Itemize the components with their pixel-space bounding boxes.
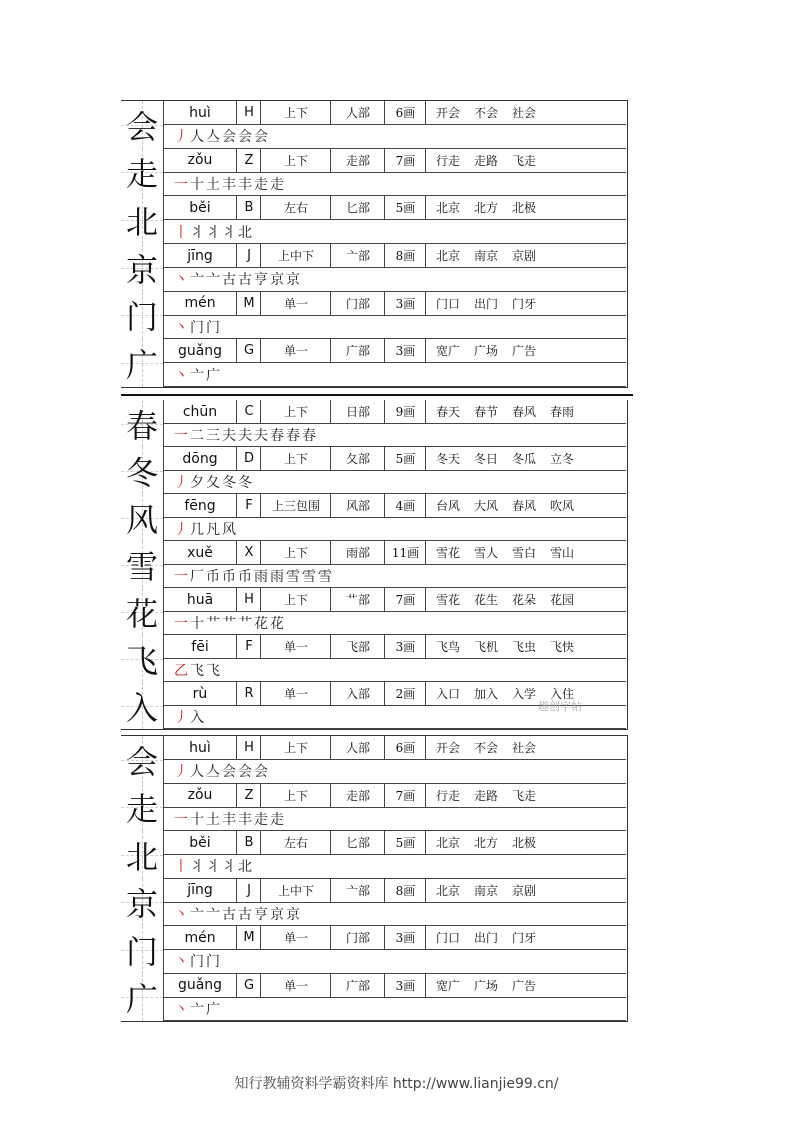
radical: 风部: [330, 494, 385, 517]
structure: 上三包围: [260, 494, 331, 517]
word: 入住: [550, 687, 575, 701]
word: 雪人: [474, 546, 499, 560]
character-info-row: [163, 831, 626, 855]
stroke-order-row: [163, 903, 626, 927]
structure: 左右: [260, 831, 331, 854]
word-list: [425, 736, 626, 759]
radical: 门部: [330, 926, 385, 949]
word: 加入: [474, 687, 499, 701]
word: 台风: [436, 499, 461, 513]
stroke-sequence: 亠广: [190, 1001, 222, 1018]
word-list: [425, 339, 626, 362]
word: 大风: [474, 499, 499, 513]
stroke-count: 5画: [384, 196, 426, 219]
stroke-count: 5画: [384, 447, 426, 470]
radical: 匕部: [330, 831, 385, 854]
initial-letter: B: [236, 196, 261, 219]
word: 吹风: [550, 499, 575, 513]
stroke-count: 3画: [384, 926, 426, 949]
initial-letter: X: [236, 541, 261, 564]
stroke-order-row: [163, 363, 626, 387]
hanzi-character: 广: [125, 346, 158, 385]
structure: 上下: [260, 447, 331, 470]
initial-letter: J: [236, 879, 261, 902]
first-stroke: 一: [174, 176, 190, 193]
stroke-order-row: [163, 125, 626, 149]
pinyin: běi: [189, 834, 211, 851]
stroke-count: 6画: [384, 101, 426, 124]
initial-letter: D: [236, 447, 261, 470]
stroke-order-row: [163, 950, 626, 974]
initial-letter: G: [236, 974, 261, 997]
stroke-count: 11画: [384, 541, 426, 564]
character-entry: [121, 400, 626, 447]
hanzi-character: 雪: [125, 547, 158, 586]
pinyin: guǎng: [177, 342, 223, 359]
word: 广场: [474, 344, 499, 359]
hanzi-character: 京: [125, 250, 158, 289]
hanzi-character: 会: [125, 742, 158, 781]
word-list: [425, 541, 626, 564]
character-info-row: [163, 339, 626, 363]
word: 北方: [474, 836, 499, 850]
character-entry: [121, 196, 626, 244]
word: 花园: [550, 593, 575, 607]
structure: 上下: [260, 736, 331, 759]
stroke-count: 3画: [384, 635, 426, 658]
pinyin: huì: [189, 739, 211, 756]
character-info-row: [163, 196, 626, 220]
character-info-row: [163, 494, 626, 518]
structure: 上下: [260, 784, 331, 807]
character-table-3: [121, 735, 628, 1022]
initial-letter: G: [236, 339, 261, 362]
word: 雪花: [436, 593, 461, 607]
character-info-row: [163, 541, 626, 565]
word: 飞虫: [512, 640, 537, 654]
first-stroke: 丶: [174, 954, 190, 971]
word: 南京: [474, 883, 499, 898]
pinyin: huā: [186, 591, 214, 608]
word: 飞机: [474, 640, 499, 654]
stroke-count: 7画: [384, 588, 426, 611]
initial-letter: R: [236, 682, 261, 705]
word-list: [425, 784, 626, 807]
character-info-row: [163, 588, 626, 612]
pinyin: fēng: [184, 497, 216, 514]
stroke-count: 3画: [384, 292, 426, 315]
structure: 上下: [260, 588, 331, 611]
initial-letter: F: [236, 635, 261, 658]
structure: 上中下: [260, 879, 331, 902]
character-info-row: [163, 101, 626, 125]
hanzi-character: 花: [125, 594, 158, 633]
word: 春天: [436, 405, 461, 419]
pinyin: fēi: [191, 638, 209, 655]
hanzi-character: 北: [125, 203, 158, 242]
word: 飞走: [512, 788, 537, 803]
structure: 上中下: [260, 244, 331, 267]
word-list: [425, 196, 626, 219]
initial-letter: H: [236, 588, 261, 611]
stroke-sequence: 夕夂冬冬: [190, 475, 254, 491]
hanzi-character: 北: [125, 837, 158, 876]
character-entry: [121, 635, 626, 682]
radical: 走部: [330, 784, 385, 807]
character-entry: [121, 879, 626, 927]
word-list: [425, 101, 626, 124]
first-stroke: 丶: [174, 906, 190, 923]
word: 不会: [474, 106, 499, 120]
structure: 单一: [260, 292, 331, 315]
word: 出门: [474, 931, 499, 945]
stroke-order-row: [163, 855, 626, 879]
word: 入学: [512, 687, 537, 701]
stroke-count: 9画: [384, 400, 426, 423]
first-stroke: 一: [174, 569, 190, 585]
word: 北京: [436, 201, 461, 216]
character-info-row: [163, 149, 626, 173]
word: 走路: [474, 153, 499, 168]
hanzi-character: 京: [125, 885, 158, 924]
word: 北京: [436, 249, 461, 263]
stroke-count: 3画: [384, 339, 426, 362]
character-info-row: [163, 400, 626, 424]
structure: 单一: [260, 926, 331, 949]
stroke-order-row: [163, 220, 626, 244]
word: 开会: [436, 741, 461, 755]
word: 社会: [512, 106, 537, 120]
initial-letter: J: [236, 244, 261, 267]
word-list: [425, 447, 626, 470]
word: 花朵: [512, 593, 537, 607]
word: 门口: [436, 296, 461, 311]
word-list: [425, 831, 626, 854]
pinyin: chūn: [182, 403, 218, 420]
first-stroke: 丶: [174, 319, 190, 336]
character-entry: [121, 974, 626, 1022]
word: 北极: [512, 836, 537, 850]
initial-letter: Z: [236, 784, 261, 807]
structure: 单一: [260, 974, 331, 997]
character-entry: [121, 244, 626, 292]
word: 北京: [436, 883, 461, 898]
stroke-count: 4画: [384, 494, 426, 517]
character-entry: [121, 292, 626, 340]
structure: 单一: [260, 339, 331, 362]
character-entry: [121, 339, 626, 387]
pinyin: xuě: [187, 544, 213, 561]
word: 门牙: [512, 296, 537, 311]
character-info-row: [163, 974, 626, 998]
structure: 上下: [260, 541, 331, 564]
structure: 上下: [260, 400, 331, 423]
character-entry: [121, 541, 626, 588]
stroke-sequence: 亠亠古古亨京京: [190, 906, 302, 923]
character-entry: [121, 494, 626, 541]
character-info-row: [163, 784, 626, 808]
character-entry: [121, 784, 626, 832]
initial-letter: B: [236, 831, 261, 854]
first-stroke: 丿: [174, 710, 190, 726]
radical: 门部: [330, 292, 385, 315]
radical: 广部: [330, 339, 385, 362]
character-entry: [121, 736, 626, 784]
word-list: [425, 879, 626, 902]
structure: 左右: [260, 196, 331, 219]
radical: 亠部: [330, 879, 385, 902]
stroke-count: 3画: [384, 974, 426, 997]
radical: 入部: [330, 682, 385, 705]
pinyin: dōng: [182, 450, 218, 467]
hanzi-character: 冬: [125, 453, 158, 492]
stroke-count: 7画: [384, 149, 426, 172]
stroke-order-row: [163, 424, 626, 447]
stroke-sequence: 门门: [190, 954, 222, 971]
character-info-row: [163, 635, 626, 659]
word: 出门: [474, 296, 499, 311]
stroke-count: 5画: [384, 831, 426, 854]
stroke-sequence: 入: [190, 710, 206, 726]
radical: 日部: [330, 400, 385, 423]
word: 京剧: [512, 249, 537, 263]
character-entry: [121, 926, 626, 974]
word: 北京: [436, 836, 461, 850]
stroke-order-row: [163, 268, 626, 292]
word-list: [425, 400, 626, 423]
radical: 广部: [330, 974, 385, 997]
word: 走路: [474, 788, 499, 803]
word: 广场: [474, 978, 499, 993]
hanzi-character: 走: [125, 155, 158, 194]
character-info-row: [163, 926, 626, 950]
word-list: [425, 682, 626, 705]
stroke-order-row: [163, 173, 626, 197]
hanzi-character: 走: [125, 790, 158, 829]
first-stroke: 一: [174, 428, 190, 444]
word: 广告: [512, 978, 537, 993]
word: 北方: [474, 201, 499, 216]
word: 冬天: [436, 452, 461, 466]
stroke-sequence: 几凡风: [190, 522, 238, 538]
pinyin: rù: [192, 685, 208, 702]
word: 不会: [474, 741, 499, 755]
stroke-count: 6画: [384, 736, 426, 759]
stroke-order-row: [163, 316, 626, 340]
word: 宽广: [436, 978, 461, 993]
character-entry: [121, 831, 626, 879]
word: 雪山: [550, 546, 575, 560]
pinyin: guǎng: [177, 977, 223, 993]
initial-letter: H: [236, 736, 261, 759]
word: 京剧: [512, 883, 537, 898]
first-stroke: 丶: [174, 367, 190, 384]
word: 门牙: [512, 931, 537, 945]
first-stroke: 丿: [174, 475, 190, 491]
word: 广告: [512, 344, 537, 359]
character-info-row: [163, 292, 626, 316]
character-info-row: [163, 879, 626, 903]
hanzi-character: 风: [125, 500, 158, 539]
pinyin: zǒu: [187, 787, 213, 803]
pinyin: jīng: [187, 882, 213, 898]
radical: 夂部: [330, 447, 385, 470]
structure: 上下: [260, 149, 331, 172]
stroke-count: 8画: [384, 879, 426, 902]
character-entry: [121, 447, 626, 494]
first-stroke: 乙: [174, 663, 190, 679]
first-stroke: 丨: [174, 859, 190, 876]
stroke-count: 8画: [384, 244, 426, 267]
word: 雪花: [436, 546, 461, 560]
character-entry: [121, 101, 626, 149]
word: 宽广: [436, 344, 461, 359]
first-stroke: 丿: [174, 764, 190, 781]
stroke-sequence: 厂币币币雨雨雪雪雪: [190, 569, 334, 585]
pinyin: huì: [189, 104, 211, 121]
character-info-row: [163, 244, 626, 268]
radical: 匕部: [330, 196, 385, 219]
word: 飞快: [550, 640, 575, 654]
stroke-sequence: 丬丬丬北: [190, 224, 254, 241]
hanzi-character: 春: [125, 406, 158, 445]
character-info-row: [163, 736, 626, 760]
stroke-order-row: [163, 808, 626, 832]
first-stroke: 丿: [174, 522, 190, 538]
character-entry: [121, 588, 626, 635]
first-stroke: 一: [174, 811, 190, 828]
word-list: [425, 149, 626, 172]
radical: 飞部: [330, 635, 385, 658]
stroke-sequence: 十土丰丰走走: [190, 176, 286, 193]
stroke-order-row: [163, 998, 626, 1022]
pinyin: běi: [189, 199, 211, 216]
hanzi-character: 会: [125, 107, 158, 146]
stroke-sequence: 十土丰丰走走: [190, 811, 286, 828]
character-entry: [121, 149, 626, 197]
word: 社会: [512, 741, 537, 755]
pinyin: jīng: [187, 247, 213, 264]
radical: 雨部: [330, 541, 385, 564]
first-stroke: 丶: [174, 1001, 190, 1018]
word: 春节: [474, 405, 499, 419]
word-list: [425, 974, 626, 997]
initial-letter: Z: [236, 149, 261, 172]
word-list: [425, 494, 626, 517]
character-table-2: [121, 400, 628, 730]
word-list: [425, 926, 626, 949]
word: 春雨: [550, 405, 575, 419]
word-list: [425, 635, 626, 658]
first-stroke: 丿: [174, 129, 190, 146]
stroke-sequence: 丬丬丬北: [190, 859, 254, 876]
watermark-text: 趣创字帖: [538, 700, 582, 713]
word-list: [425, 292, 626, 315]
stroke-order-row: [163, 518, 626, 541]
word: 开会: [436, 106, 461, 120]
stroke-order-row: [163, 612, 626, 635]
structure: 单一: [260, 682, 331, 705]
first-stroke: 丨: [174, 224, 190, 241]
hanzi-character: 飞: [125, 641, 158, 680]
initial-letter: H: [236, 101, 261, 124]
structure: 单一: [260, 635, 331, 658]
structure: 上下: [260, 101, 331, 124]
word: 行走: [436, 788, 461, 803]
hanzi-character: 门: [125, 932, 158, 971]
word: 南京: [474, 249, 499, 263]
stroke-sequence: 十艹艹艹花花: [190, 616, 286, 632]
radical: 人部: [330, 736, 385, 759]
radical: 艹部: [330, 588, 385, 611]
stroke-sequence: 门门: [190, 319, 222, 336]
word: 雪白: [512, 546, 537, 560]
stroke-sequence: 人亼会会会: [190, 129, 270, 146]
stroke-order-row: [163, 471, 626, 494]
radical: 亠部: [330, 244, 385, 267]
word-list: [425, 244, 626, 267]
stroke-sequence: 亠亠古古亨京京: [190, 272, 302, 289]
hanzi-character: 入: [125, 688, 158, 727]
word: 北极: [512, 201, 537, 216]
radical: 走部: [330, 149, 385, 172]
word: 冬日: [474, 452, 499, 466]
first-stroke: 丶: [174, 272, 190, 289]
initial-letter: F: [236, 494, 261, 517]
stroke-sequence: 二三夫夫夫春春春: [190, 428, 318, 444]
stroke-sequence: 飞飞: [190, 663, 222, 679]
stroke-count: 2画: [384, 682, 426, 705]
first-stroke: 一: [174, 616, 190, 632]
word: 飞鸟: [436, 640, 461, 654]
word: 春风: [512, 405, 537, 419]
stroke-order-row: [163, 659, 626, 682]
pinyin: zǒu: [187, 152, 213, 169]
stroke-sequence: 亠广: [190, 367, 222, 384]
pinyin: mén: [184, 929, 216, 946]
word: 春风: [512, 499, 537, 513]
page-footer: 知行教辅资料学霸资料库 http://www.lianjie99.cn/: [234, 1076, 559, 1092]
stroke-count: 7画: [384, 784, 426, 807]
stroke-order-row: [163, 760, 626, 784]
word: 行走: [436, 153, 461, 168]
word: 立冬: [550, 452, 575, 466]
initial-letter: M: [236, 292, 261, 315]
initial-letter: C: [236, 400, 261, 423]
radical: 人部: [330, 101, 385, 124]
hanzi-character: 门: [125, 298, 158, 337]
pinyin: mén: [184, 295, 216, 312]
hanzi-character: 广: [125, 980, 158, 1019]
word: 飞走: [512, 153, 537, 168]
word-list: [425, 588, 626, 611]
character-table-1: [121, 100, 628, 388]
section-divider: [121, 394, 633, 396]
word: 冬瓜: [512, 452, 537, 466]
initial-letter: M: [236, 926, 261, 949]
character-info-row: [163, 447, 626, 471]
word: 入口: [436, 687, 461, 701]
word: 花生: [474, 593, 499, 607]
stroke-order-row: [163, 565, 626, 588]
stroke-sequence: 人亼会会会: [190, 764, 270, 781]
word: 门口: [436, 931, 461, 945]
